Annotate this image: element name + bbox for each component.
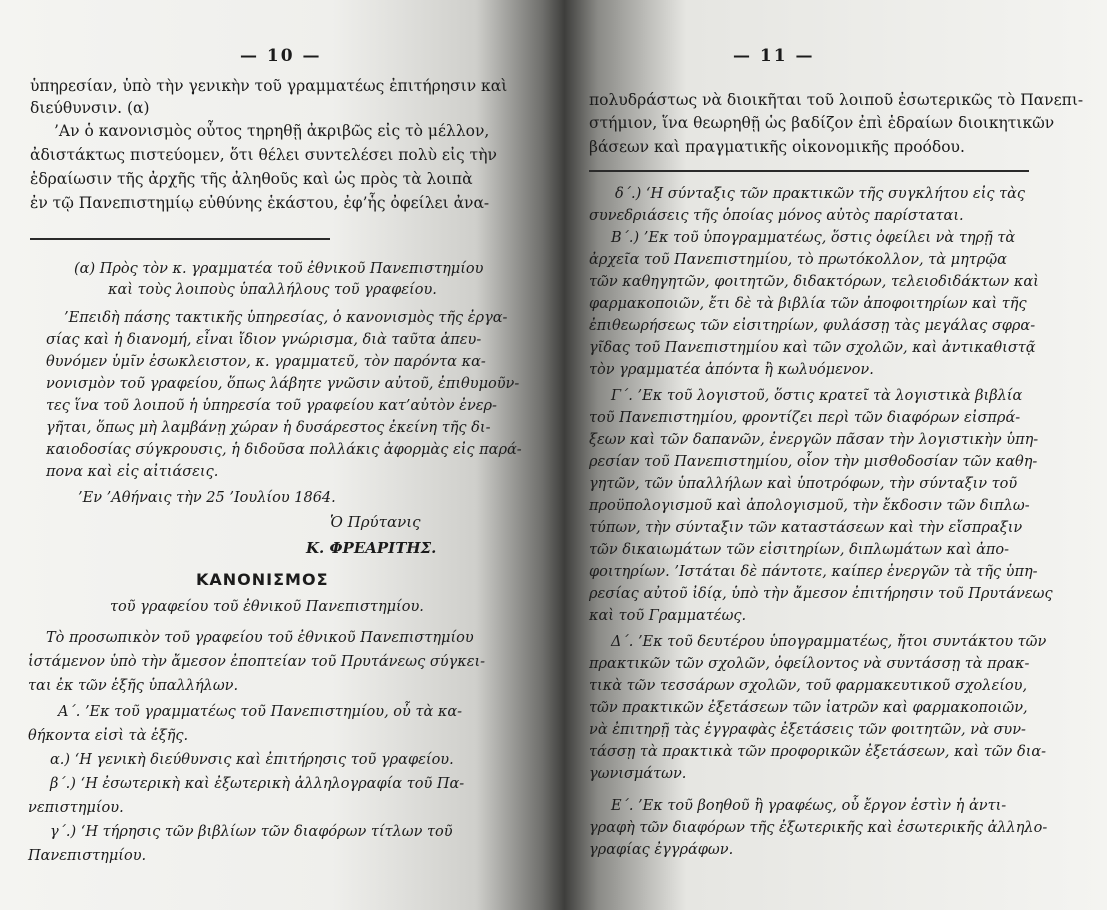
regulation-line: τὸν γραμματέα ἀπόντα ἢ κωλυόμενον. [589,362,874,378]
body-line: ’Αν ὁ κανονισμὸς οὗτος τηρηθῇ ἀκριβῶς εἰς τὸ μέλλον, [54,122,490,140]
regulation-line: ἐπιθεωρήσεως τῶν εἰσιτηρίων, φυλάσσῃ τὰς μεγάλας σφρα- [589,318,1036,334]
body-line: ἐν τῷ Πανεπιστημίῳ εὐθύνης ἑκάστου, ἐφ’ἧς ὀφείλει ἀνα- [30,194,490,212]
regulation-line: γητῶν, τῶν ὑπαλλήλων καὶ ὑποτρόφων, τὴν σύνταξιν τοῦ [589,476,1018,492]
footnote-line: ’Επειδὴ πάσης τακτικῆς ὑπηρεσίας, ὁ κανονισμὸς τῆς ἐργα- [64,310,508,326]
regulation-subtitle: τοῦ γραφείου τοῦ ἐθνικοῦ Πανεπιστημίου. [110,599,424,615]
regulation-line: τῶν καθηγητῶν, φοιτητῶν, διδακτόρων, τελειοδιδάκτων καὶ [589,274,1039,290]
regulation-line: νὰ ἐπιτηρῇ τὰς ἐγγραφὰς ἐξετάσεις τῶν φοιτητῶν, νὰ συν- [589,722,1026,738]
regulation-line: ται ἐκ τῶν ἑξῆς ὑπαλλήλων. [28,678,239,694]
regulation-line: φαρμακοποιῶν, ἔτι δὲ τὰ βιβλία τῶν ἀποφοιτηρίων καὶ τῆς [589,296,1027,312]
regulation-line: τοῦ Πανεπιστημίου, φροντίζει περὶ τῶν διαφόρων εἰσπρά- [589,410,1021,426]
footnote-line: (α) Πρὸς τὸν κ. γραμματέα τοῦ ἐθνικοῦ Πανεπιστημίου [74,261,484,277]
body-line: πολυδράστως νὰ διοικῆται τοῦ λοιποῦ ἐσωτερικῶς τὸ Πανεπι- [589,91,1084,109]
regulation-line: γ΄.) ‘Η τήρησις τῶν βιβλίων τῶν διαφόρων τίτλων τοῦ [50,824,453,840]
regulation-line: β΄.) ‘Η ἐσωτερικὴ καὶ ἐξωτερικὴ ἀλληλογραφία τοῦ Πα- [50,776,465,792]
regulation-line: ρεσίαν τοῦ Πανεπιστημίου, οἷον τὴν μισθοδοσίαν τῶν καθη- [589,454,1038,470]
footnote-line: τες ἵνα τοῦ λοιποῦ ἡ ὑπηρεσία τοῦ γραφείου κατ’αὐτὸν ἐνερ- [46,398,497,414]
regulation-line: τῶν δικαιωμάτων τῶν εἰσιτηρίων, διπλωμάτων καὶ ἀπο- [589,542,1010,558]
regulation-title: ΚΑΝΟΝΙΣΜΟΣ [196,570,329,589]
regulation-line: ἱστάμενον ὑπὸ τὴν ἄμεσον ἐποπτείαν τοῦ Πρυτάνεως σύγκει- [28,654,486,670]
body-line: βάσεων καὶ πραγματικῆς οἰκονομικῆς προόδου. [589,138,965,156]
footnote-rule [30,238,330,240]
signature-name: Κ. ΦΡΕΑΡΙΤΗΣ. [306,539,437,557]
regulation-line: τῶν πρακτικῶν ἐξετάσεων τῶν ἰατρῶν καὶ φαρμακοποιῶν, [589,700,1028,716]
page-number-right: — 11 — [733,46,815,66]
footnote-line: καιοδοσίας σύγκρουσις, ἡ διδοῦσα πολλάκις ἀφορμὰς εἰς παρά- [46,442,522,458]
footnote-line: θυνόμεν ὑμῖν ἐσωκλειστον, κ. γραμματεῦ, τὸν παρόντα κα- [46,354,486,370]
footnote-line: γῆται, ὅπως μὴ λαμβάνῃ χώραν ἡ δυσάρεστος ἐκείνη τῆς δι- [46,420,491,436]
regulation-line: α.) ‘Η γενικὴ διεύθυνσις καὶ ἐπιτήρησις τοῦ γραφείου. [50,752,454,768]
regulation-line: φοιτηρίων. ’Ιστάται δὲ πάντοτε, καίπερ ἐνεργῶν τὰ τῆς ὑπη- [589,564,1038,580]
regulation-line: γραφὴ τῶν διαφόρων τῆς ἐξωτερικῆς καὶ ἐσωτερικῆς ἀλληλο- [589,820,1048,836]
regulation-line: ξεων καὶ τῶν δαπανῶν, ἐνεργῶν πᾶσαν τὴν λογιστικὴν ὑπη- [589,432,1039,448]
footnote-line: καὶ τοὺς λοιποὺς ὑπαλλήλους τοῦ γραφείου. [108,282,437,298]
regulation-line: Α΄. ’Εκ τοῦ γραμματέως τοῦ Πανεπιστημίου, οὗ τὰ κα- [58,704,463,720]
regulation-line: γωνισμάτων. [589,766,687,782]
footnote-line: νονισμὸν τοῦ γραφείου, ὅπως λάβητε γνῶσιν αὐτοῦ, ἐπιθυμοῦν- [46,376,520,392]
body-line: διεύθυνσιν. (α) [30,99,150,117]
body-line: ἀδιστάκτως πιστεύομεν, ὅτι θέλει συντελέσει πολὺ εἰς τὴν [30,146,497,164]
regulation-line: νεπιστημίου. [28,800,124,816]
regulation-line: τάσσῃ τὰ πρακτικὰ τῶν προφορικῶν ἐξετάσεων, καὶ τῶν δια- [589,744,1047,760]
section-rule [589,170,1029,172]
regulation-line: δ΄.) ‘Η σύνταξις τῶν πρακτικῶν τῆς συγκλήτου εἰς τὰς [615,186,1026,202]
footnote-line: πονα καὶ εἰς αἰτιάσεις. [46,464,219,480]
signature-title: Ὁ Πρύτανις [330,513,421,531]
footnote-line: σίας καὶ ἡ διανομή, εἶναι ἴδιον γνώρισμα, διὰ ταῦτα ἀπευ- [46,332,482,348]
left-page [0,0,530,910]
regulation-line: ρεσίας αὐτοῦ ἰδίᾳ, ὑπὸ τὴν ἄμεσον ἐπιτήρησιν τοῦ Πρυτάνεως [589,586,1053,602]
regulation-line: συνεδριάσεις τῆς ὁποίας μόνος αὐτὸς παρίσταται. [589,208,964,224]
body-line: στήμιον, ἵνα θεωρηθῇ ὡς βαδίζον ἐπὶ ἑδραίων διοικητικῶν [589,114,1055,132]
regulation-line: καὶ τοῦ Γραμματέως. [589,608,747,624]
regulation-line: Πανεπιστημίου. [28,848,147,864]
body-line: ἑδραίωσιν τῆς ἀρχῆς τῆς ἀληθοῦς καὶ ὡς πρὸς τὰ λοιπὰ [30,170,473,188]
right-page [575,0,1107,910]
regulation-line: Τὸ προσωπικὸν τοῦ γραφείου τοῦ ἐθνικοῦ Πανεπιστημίου [46,630,474,646]
regulation-line: ἀρχεῖα τοῦ Πανεπιστημίου, τὸ πρωτόκολλον, τὰ μητρῷα [589,252,1007,268]
page-number-left: — 10 — [240,46,322,66]
regulation-line: θήκοντα εἰσὶ τὰ ἑξῆς. [28,728,189,744]
regulation-line: γῖδας τοῦ Πανεπιστημίου καὶ τῶν σχολῶν, καὶ ἀντικαθιστᾷ [589,340,1036,356]
regulation-line: προϋπολογισμοῦ καὶ ἀπολογισμοῦ, τὴν ἔκδοσιν τῶν διπλω- [589,498,1030,514]
regulation-line: Ε΄. ’Εκ τοῦ βοηθοῦ ἢ γραφέως, οὗ ἔργον ἐστὶν ἡ ἀντι- [611,798,1007,814]
body-line: ὑπηρεσίαν, ὑπὸ τὴν γενικὴν τοῦ γραμματέως ἐπιτήρησιν καὶ [30,77,508,95]
regulation-line: πρακτικῶν τῶν σχολῶν, ὀφείλοντος νὰ συντάσσῃ τὰ πρακ- [589,656,1030,672]
regulation-line: Γ΄. ’Εκ τοῦ λογιστοῦ, ὅστις κρατεῖ τὰ λογιστικὰ βιβλία [611,388,1023,404]
footnote-date: ’Εν ’Αθήναις τὴν 25 ’Ιουλίου 1864. [78,490,336,506]
regulation-line: τύπων, τὴν σύνταξιν τῶν καταστάσεων καὶ τὴν εἴσπραξιν [589,520,1023,536]
regulation-line: Δ΄. ’Εκ τοῦ δευτέρου ὑπογραμματέως, ἤτοι συντάκτου τῶν [611,634,1047,650]
regulation-line: Β΄.) ’Εκ τοῦ ὑπογραμματέως, ὅστις ὀφείλει νὰ τηρῇ τὰ [611,230,1016,246]
regulation-line: τικὰ τῶν τεσσάρων σχολῶν, τοῦ φαρμακευτικοῦ σχολείου, [589,678,1028,694]
regulation-line: γραφίας ἐγγράφων. [589,842,734,858]
